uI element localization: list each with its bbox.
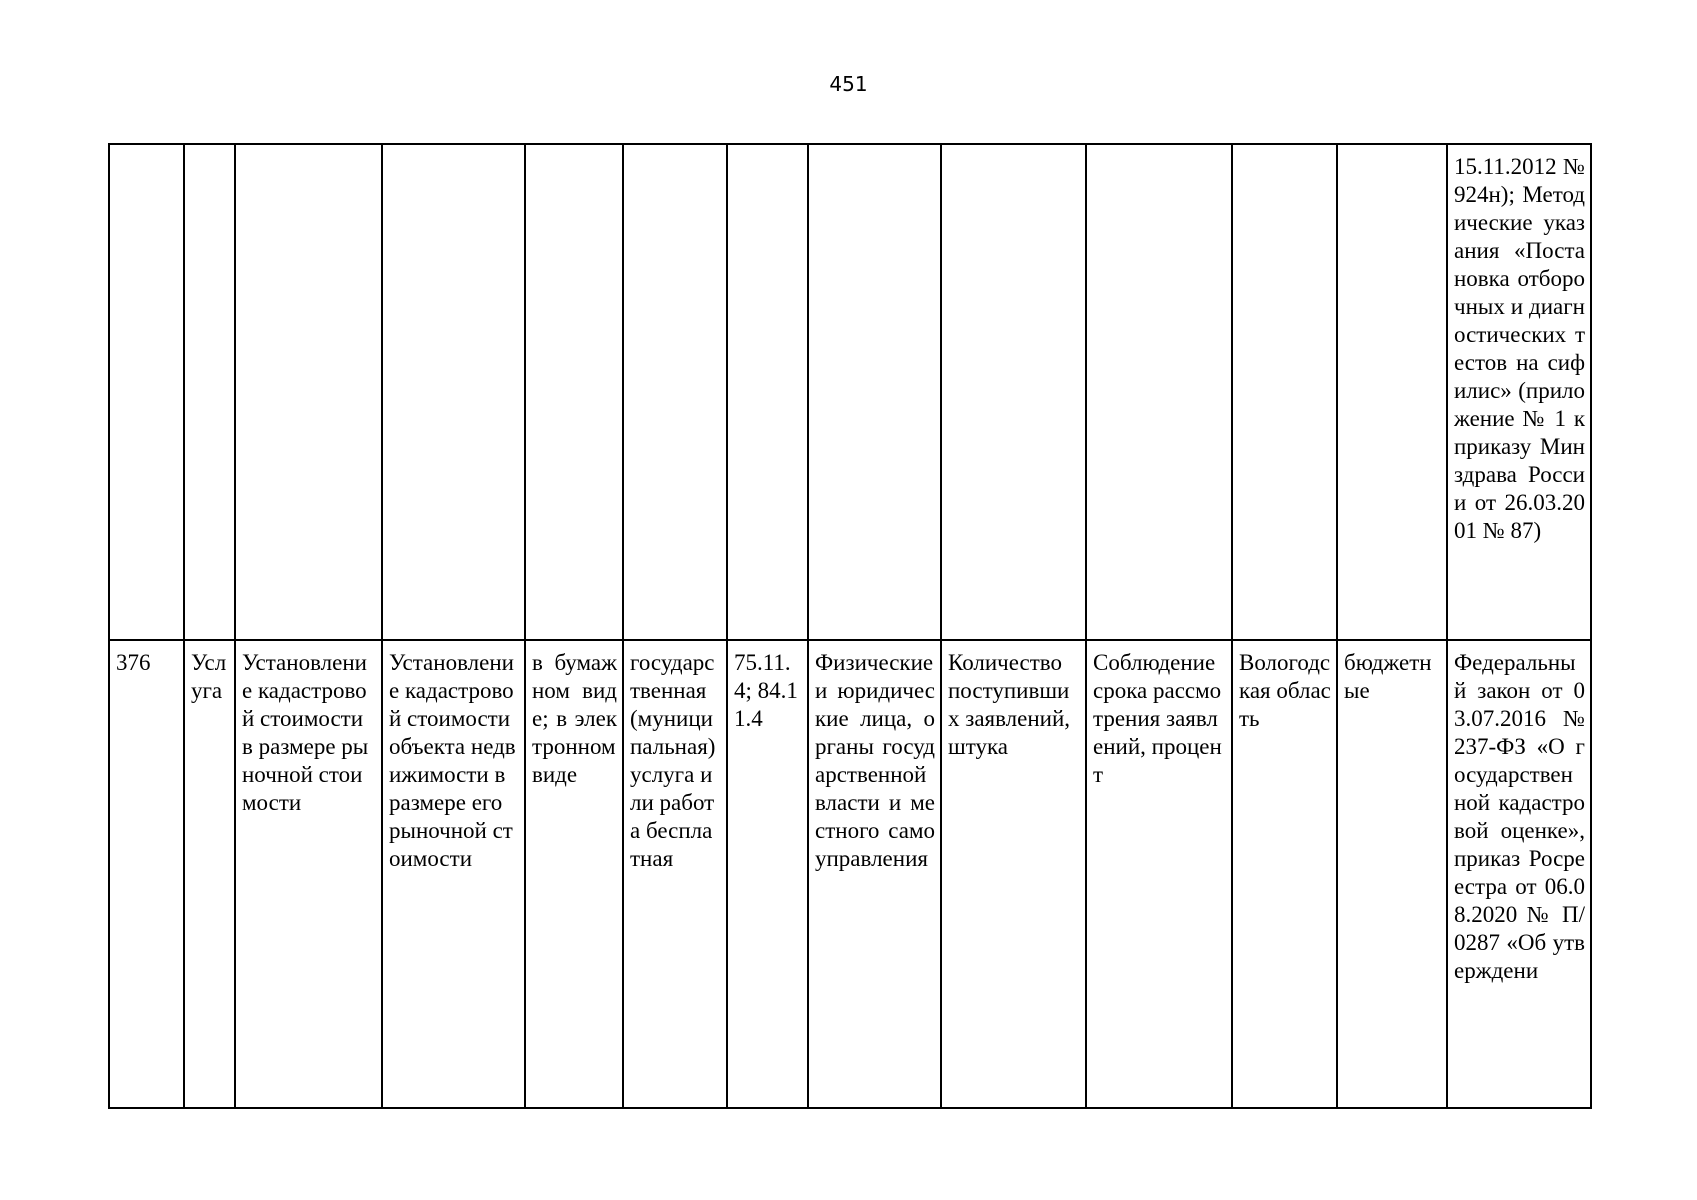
- cell-kind: государственная (муниципальная) услуга или работа бесплатная: [623, 640, 727, 1108]
- cell-okved: [727, 144, 808, 640]
- cell-number: [109, 144, 184, 640]
- registry-table: [108, 143, 1592, 1109]
- cell-kind: [623, 144, 727, 640]
- cell-consumers: Физические и юридические лица, органы государственной власти и местного самоуправления: [808, 640, 941, 1108]
- cell-quality-indicator: Соблюдение срока рассмотрения заявлений, процент: [1086, 640, 1232, 1108]
- cell-number: 376: [109, 640, 184, 1108]
- cell-consumers: [808, 144, 941, 640]
- cell-volume-indicator: Количество поступивших заявлений, штука: [941, 640, 1086, 1108]
- cell-legal-basis: 15.11.2012 № 924н); Методические указания «Постановка отборочных и диагностических тестов на сифилис» (приложение № 1 к приказу Минздрава России от 26.03.2001 № 87): [1447, 144, 1591, 640]
- cell-okved: 75.11.4; 84.11.4: [727, 640, 808, 1108]
- cell-volume-indicator: [941, 144, 1086, 640]
- cell-form: в бумажном виде; в электронном виде: [525, 640, 623, 1108]
- cell-institution-type: бюджетные: [1337, 640, 1447, 1108]
- page-number: 451: [829, 72, 868, 96]
- cell-quality-indicator: [1086, 144, 1232, 640]
- cell-content: Установление кадастровой стоимости объекта недвижимости в размере его рыночной стоимости: [382, 640, 525, 1108]
- cell-type: [184, 144, 235, 640]
- cell-content: [382, 144, 525, 640]
- cell-region: Вологодская область: [1232, 640, 1337, 1108]
- cell-service-name: [235, 144, 382, 640]
- cell-region: [1232, 144, 1337, 640]
- cell-institution-type: [1337, 144, 1447, 640]
- table-row-376: [109, 640, 1591, 1108]
- table-row-continuation: [109, 144, 1591, 640]
- cell-service-name: Установление кадастровой стоимости в размере рыночной стоимости: [235, 640, 382, 1108]
- cell-legal-basis: Федеральный закон от 03.07.2016 № 237-ФЗ «О государственной кадастровой оценке», приказ Росреестра от 06.08.2020 № П/0287 «Об утверждени: [1447, 640, 1591, 1108]
- cell-type: Услуга: [184, 640, 235, 1108]
- cell-form: [525, 144, 623, 640]
